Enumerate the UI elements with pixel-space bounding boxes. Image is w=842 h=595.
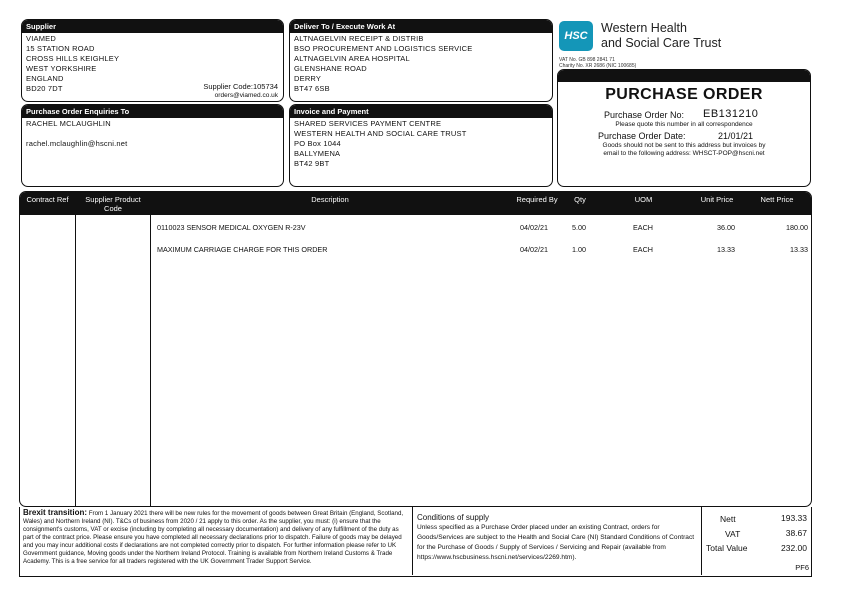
supplier-code: Supplier Code:105734 <box>203 82 278 91</box>
col-unit-price: Unit Price <box>700 195 734 204</box>
po-number: EB131210 <box>703 108 759 120</box>
col-nett-price: Nett Price <box>760 195 794 204</box>
line-items-table <box>19 191 812 507</box>
nett-label: Nett <box>720 514 736 524</box>
hsc-logo-icon: HSC <box>559 21 593 51</box>
po-date: 21/01/21 <box>718 131 754 141</box>
deliver-line: ALTNAGELVIN RECEIPT & DISTRIB <box>294 34 424 43</box>
row-1-qty: 5.00 <box>572 223 586 232</box>
vat-value: 38.67 <box>785 528 807 538</box>
po-title: PURCHASE ORDER <box>605 86 763 103</box>
deliver-line: BSO PROCUREMENT AND LOGISTICS SERVICE <box>294 44 473 53</box>
brexit-notice <box>23 509 411 566</box>
col-required-by: Required By <box>516 195 558 204</box>
brexit-text: From 1 January 2021 there will be new rules for the movement of goods between Great Britain (England, Scotland, Wales) and Northern Ireland (NI). T&Cs of business from 2020 / 21 apply to this order. As the supplier, you must: (i) ensure that the consignment's customs, VAT or excise (including by completing all necessary documentation) and delivery of any fulfillment of the duty as part of the contract price. Please ensure you have completed all necessary declarations prior to dispatch. Failure of goods may be delayed and you may incur additional costs if declarations are not completed correctly prior to dispatch. For further information please refer to UK Government guidance, Moving goods under the Northern Ireland Protocol. Training is available from Northern Ireland Customs & Trade Academy. This is a free service for all traders registered with the UK Government Trader Support Service. <box>23 510 404 565</box>
invoice-line: BALLYMENA <box>294 149 341 158</box>
supplier-line: WEST YORKSHIRE <box>26 64 97 73</box>
col-qty: Qty <box>574 195 586 204</box>
row-2-description: MAXIMUM CARRIAGE CHARGE FOR THIS ORDER <box>157 245 328 254</box>
column-divider <box>75 215 76 506</box>
po-quote-note: Please quote this number in all correspondence <box>615 121 753 128</box>
po-email-note-1: Goods should not be sent to this address but invoices by <box>602 142 766 149</box>
deliver-address <box>290 33 552 95</box>
form-code: PF6 <box>795 563 809 572</box>
supplier-box <box>21 19 284 102</box>
col-product-code: Supplier Product Code <box>85 195 141 213</box>
total-label: Total Value <box>706 543 748 553</box>
purchase-order-panel <box>557 69 811 187</box>
row-2-unit-price: 13.33 <box>717 245 735 254</box>
enquiries-header: Purchase Order Enquiries To <box>22 105 283 118</box>
total-value: 232.00 <box>781 543 807 553</box>
deliver-box <box>289 19 553 102</box>
deliver-header: Deliver To / Execute Work At <box>290 20 552 33</box>
row-1-nett-price: 180.00 <box>786 223 808 232</box>
invoice-line: BT42 9BT <box>294 159 330 168</box>
col-uom: UOM <box>634 195 653 204</box>
deliver-line: DERRY <box>294 74 322 83</box>
row-2-nett-price: 13.33 <box>790 245 808 254</box>
brexit-title: Brexit transition: <box>23 508 88 517</box>
invoice-line: PO Box 1044 <box>294 139 341 148</box>
invoice-address <box>290 118 552 170</box>
po-email-note-2: email to the following address: WHSCT-POP@hscni.net <box>603 150 765 157</box>
table-header <box>20 192 811 215</box>
supplier-line: BD20 7DT <box>26 84 63 93</box>
col-contract-ref: Contract Ref <box>26 195 69 204</box>
invoice-box <box>289 104 553 187</box>
trust-name-line1: Western Health <box>601 21 687 35</box>
invoice-line: SHARED SERVICES PAYMENT CENTRE <box>294 119 442 128</box>
column-divider <box>150 215 151 506</box>
invoice-line: WESTERN HEALTH AND SOCIAL CARE TRUST <box>294 129 467 138</box>
conditions-text: Unless specified as a Purchase Order placed under an existing Contract, orders for Goods/Services are subject to the Health and Social Care (NI) Standard Conditions of Contract for the Purchase of Goods / Supply of Services / Servicing and Repair (available from https://www.hscbusiness.hscni.net/services/2269.htm). <box>417 524 695 561</box>
supplier-email[interactable]: orders@viamed.co.uk <box>214 92 278 99</box>
supplier-header: Supplier <box>22 20 283 33</box>
po-header-bar <box>558 70 810 82</box>
enquiries-email[interactable]: rachel.mclaughlin@hscni.net <box>26 139 128 148</box>
supplier-line: CROSS HILLS KEIGHLEY <box>26 54 120 63</box>
po-number-label: Purchase Order No: <box>604 110 685 120</box>
registration-numbers <box>559 57 636 69</box>
vat-number: VAT No. GB 898 2841 71 <box>559 57 615 63</box>
deliver-line: GLENSHANE ROAD <box>294 64 367 73</box>
trust-name <box>601 21 721 51</box>
order-footer <box>19 507 812 577</box>
po-date-label: Purchase Order Date: <box>598 131 686 141</box>
nett-value: 193.33 <box>781 513 807 523</box>
deliver-line: ALTNAGELVIN AREA HOSPITAL <box>294 54 410 63</box>
vat-label: VAT <box>725 529 741 539</box>
charity-number: Charity No. XR 2686 (NIC 100685) <box>559 63 637 69</box>
row-2-qty: 1.00 <box>572 245 586 254</box>
col-description: Description <box>311 195 349 204</box>
row-1-unit-price: 36.00 <box>717 223 735 232</box>
trust-logo <box>559 21 722 51</box>
enquiries-content <box>22 118 283 150</box>
invoice-header: Invoice and Payment <box>290 105 552 118</box>
row-1-description: 0110023 SENSOR MEDICAL OXYGEN R-23V <box>157 223 306 232</box>
trust-name-line2: and Social Care Trust <box>601 36 722 50</box>
enquiries-box <box>21 104 284 187</box>
enquiries-name: RACHEL MCLAUGHLIN <box>26 119 111 128</box>
row-1-uom: EACH <box>633 223 653 232</box>
supplier-line: ENGLAND <box>26 74 64 83</box>
conditions-of-supply <box>412 507 702 575</box>
supplier-line: VIAMED <box>26 34 56 43</box>
deliver-line: BT47 6SB <box>294 84 330 93</box>
conditions-title: Conditions of supply <box>417 513 490 522</box>
row-2-uom: EACH <box>633 245 653 254</box>
supplier-line: 15 STATION ROAD <box>26 44 95 53</box>
row-1-required: 04/02/21 <box>520 223 548 232</box>
row-2-required: 04/02/21 <box>520 245 548 254</box>
